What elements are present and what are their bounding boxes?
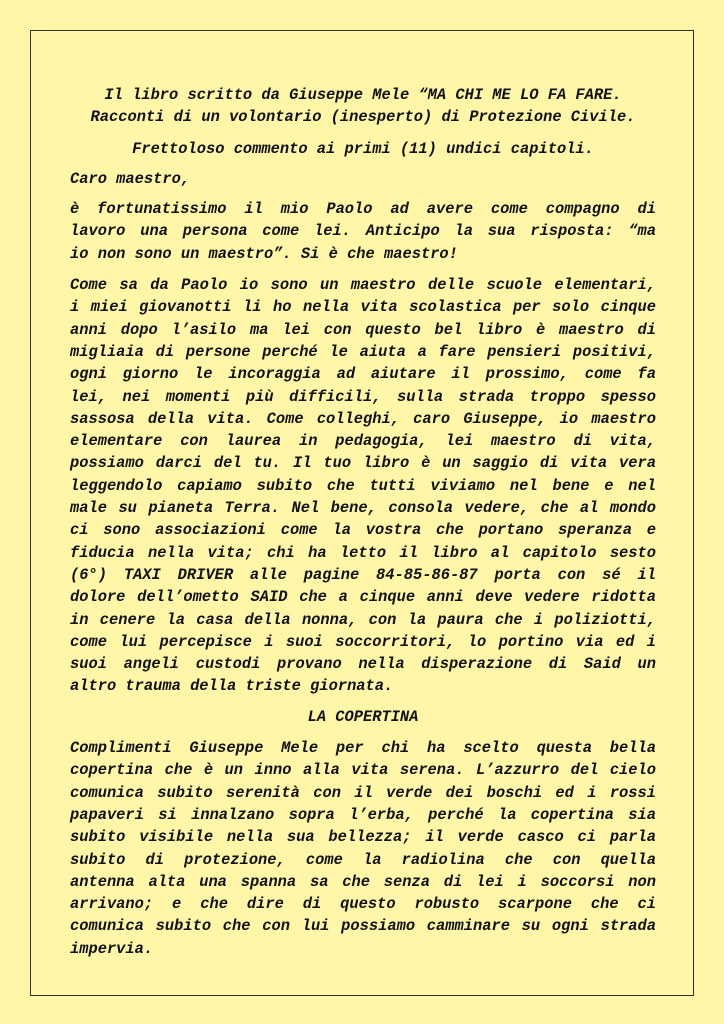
text-line: copertina che è un inno alla vita serena. L’azzurro del cielo bbox=[70, 761, 656, 780]
text-line: papaveri si innalzano sopra l’erba, perché la copertina sia bbox=[70, 805, 656, 824]
text-line: leggendolo capiamo subito che tutti viviamo nel bene e nel bbox=[70, 476, 656, 495]
text-line: (6°) TAXI DRIVER alle pagine 84-85-86-87 porta con sé il bbox=[70, 565, 656, 584]
text-line: io non sono un maestro”. Si è che maestro! bbox=[70, 244, 458, 263]
text-line: anni dopo l’asilo ma lei con questo bel libro è maestro di bbox=[70, 320, 656, 339]
text-line: male su pianeta Terra. Nel bene, consola vedere, che al mondo bbox=[70, 499, 656, 518]
text-line: migliaia di persone perché le aiuta a fare pensieri positivi, bbox=[70, 342, 656, 361]
text-line: possiamo darci del tu. Il tuo libro è un saggio di vita vera bbox=[70, 454, 656, 473]
text-line: fiducia nella vita; chi ha letto il libro al capitolo sesto bbox=[70, 543, 656, 562]
text-line: comunica subito serenità con il verde dei boschi ed i rossi bbox=[70, 783, 656, 802]
text-line: subito visibile nella sua bellezza; il verde casco ci parla bbox=[70, 828, 656, 847]
greeting: Caro maestro, bbox=[70, 169, 191, 188]
text-line: ogni giorno le incoraggia ad aiutare il prossimo, come fa bbox=[70, 365, 656, 384]
paragraph-intro bbox=[70, 198, 656, 265]
text-line: ci sono associazioni come la vostra che portano speranza e bbox=[70, 521, 656, 540]
paragraph-main bbox=[70, 274, 656, 698]
text-line: lei, nei momenti più difficili, sulla strada troppo spesso bbox=[70, 387, 656, 406]
text-line: arrivano; e che dire di questo robusto scarpone che ci bbox=[70, 895, 656, 914]
title-line: Racconti di un volontario (inesperto) di Protezione Civile. bbox=[90, 108, 636, 127]
text-line: impervia. bbox=[70, 939, 154, 958]
text-line: Complimenti Giuseppe Mele per chi ha scelto questa bella bbox=[70, 739, 656, 758]
text-line: altro trauma della triste giornata. bbox=[70, 677, 394, 696]
text-line: come lui percepisce i suoi soccorritori, lo portino via ed i bbox=[70, 632, 656, 651]
letter-body bbox=[70, 84, 656, 960]
text-line: comunica subito che con lui possiamo camminare su ogni strada bbox=[70, 917, 656, 936]
text-line: dolore dell’ometto SAID che a cinque anni deve vedere ridotta bbox=[70, 588, 656, 607]
text-line: in cenere la casa della nonna, con la paura che i poliziotti, bbox=[70, 610, 656, 629]
paragraph-cover bbox=[70, 737, 656, 960]
text-line: i miei giovanotti li ho nella vita scolastica per solo cinque bbox=[70, 298, 656, 317]
document-title bbox=[70, 84, 656, 129]
text-line: sassosa della vita. Come colleghi, caro Giuseppe, io maestro bbox=[70, 409, 656, 428]
title-line: Il libro scritto da Giuseppe Mele “MA CHI ME LO FA FARE. bbox=[104, 86, 622, 104]
text-line: è fortunatissimo il mio Paolo ad avere come compagno di bbox=[70, 200, 656, 219]
document-subtitle: Frettoloso commento ai primi (11) undici capitoli. bbox=[132, 139, 594, 158]
text-line: suoi angeli custodi provano nella disperazione di Said un bbox=[70, 655, 656, 674]
text-line: subito di protezione, come la radiolina che con quella bbox=[70, 850, 656, 869]
section-heading: LA COPERTINA bbox=[307, 707, 419, 726]
text-line: lavoro una persona come lei. Anticipo la sua risposta: “ma bbox=[70, 222, 656, 241]
text-line: Come sa da Paolo io sono un maestro delle scuole elementari, bbox=[70, 276, 656, 295]
text-line: elementare con laurea in pedagogia, lei maestro di vita, bbox=[70, 432, 656, 451]
text-line: antenna alta una spanna sa che senza di lei i soccorsi non bbox=[70, 872, 656, 891]
